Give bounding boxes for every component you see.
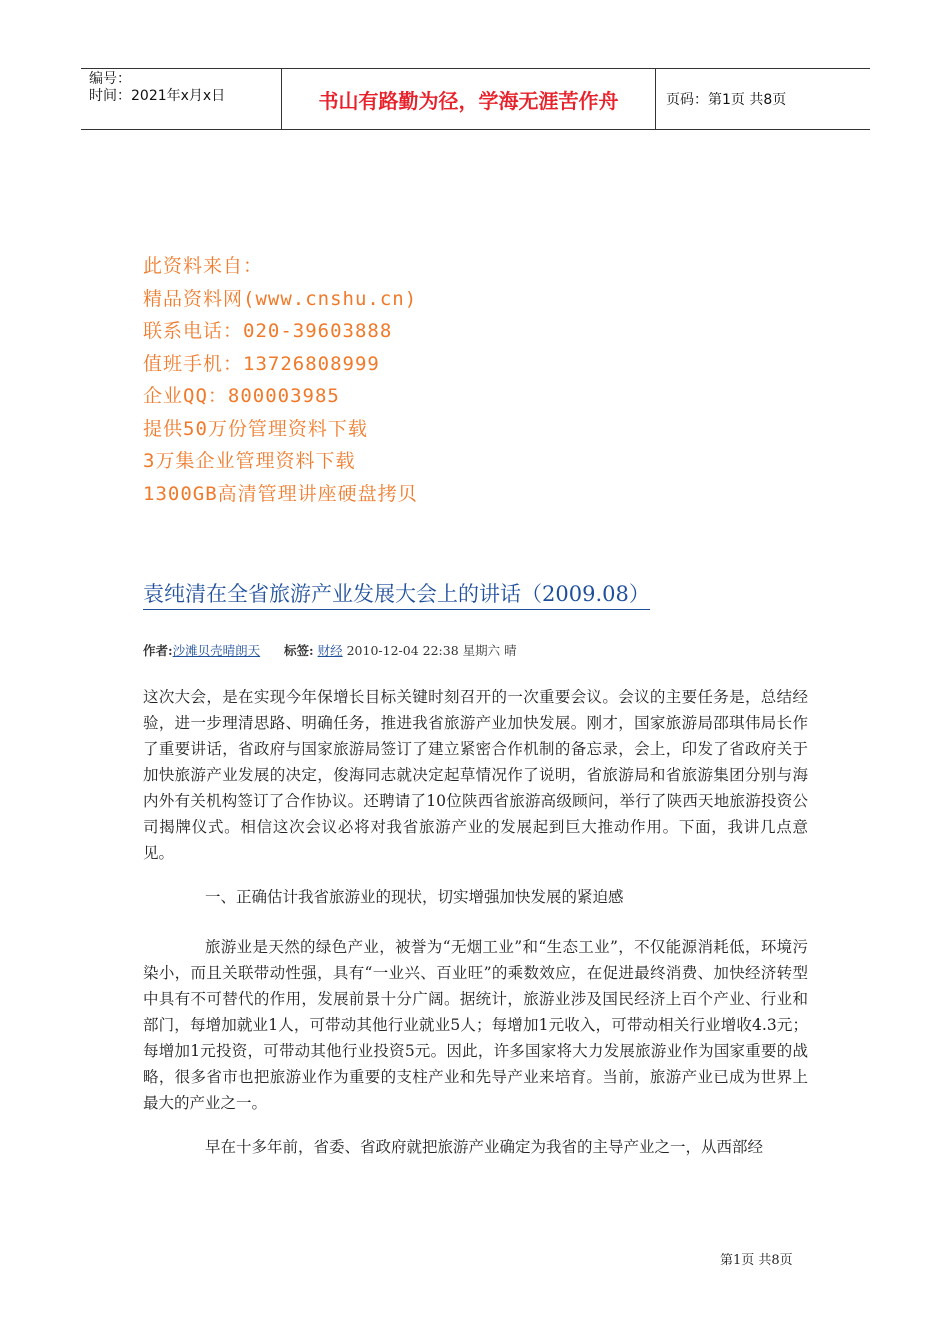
ad-line: 企业QQ：800003985 bbox=[143, 385, 340, 407]
body-paragraph: 早在十多年前，省委、省政府就把旅游产业确定为我省的主导产业之一，从西部经 bbox=[205, 1138, 764, 1156]
author-link[interactable]: 沙滩贝壳晴朗天 bbox=[172, 643, 261, 658]
ad-line: 1300GB高清管理讲座硬盘拷贝 bbox=[143, 482, 418, 505]
post-datetime: 2010-12-04 22:38 星期六 晴 bbox=[346, 643, 517, 658]
ad-line: 此资料来自： bbox=[143, 255, 264, 277]
section-heading: 一、正确估计我省旅游业的现状，切实增强加快发展的紧迫感 bbox=[205, 888, 624, 906]
article-meta bbox=[143, 641, 517, 659]
header-page-info: 页码：第1页 共8页 bbox=[666, 92, 787, 108]
tag-link[interactable]: 财经 bbox=[317, 643, 343, 658]
footer-page-info: 第1页 共8页 bbox=[720, 1253, 793, 1268]
document-number-label: 编号： bbox=[89, 71, 131, 87]
page-header bbox=[81, 68, 870, 130]
ad-line: 值班手机：13726808999 bbox=[143, 352, 380, 375]
article-title-link[interactable]: 袁纯清在全省旅游产业发展大会上的讲话（2009.08） bbox=[143, 578, 650, 610]
source-ad-block bbox=[143, 250, 418, 510]
header-motto: 书山有路勤为径，学海无涯苦作舟 bbox=[282, 69, 656, 129]
ad-line: 3万集企业管理资料下载 bbox=[143, 450, 356, 472]
ad-line: 精品资料网(www.cnshu.cn) bbox=[143, 287, 418, 310]
body-paragraph: 旅游业是天然的绿色产业，被誉为“无烟工业”和“生态工业”，不仅能源消耗低，环境污染小，而且关联带动性强，具有“一业兴、百业旺”的乘数效应，在促进最终消费、加快经济转型中具有不可替代的作用，发展前景十分广阔。据统计，旅游业涉及国民经济上百个产业、行业和部门，每增加就业1人，可带动其他行业就业5人；每增加1元收入，可带动相关行业增收4.3元；每增加1元投资，可带动其他行业投资5元。因此，许多国家将大力发展旅游业作为国家重要的战略，很多省市也把旅游业作为重要的支柱产业和先导产业来培育。当前，旅游产业已成为世界上最大的产业之一。 bbox=[143, 938, 808, 1112]
ad-line: 提供50万份管理资料下载 bbox=[143, 417, 368, 440]
body-paragraph: 这次大会，是在实现今年保增长目标关键时刻召开的一次重要会议。会议的主要任务是，总结经验，进一步理清思路、明确任务，推进我省旅游产业加快发展。刚才，国家旅游局邵琪伟局长作了重要讲话，省政府与国家旅游局签订了建立紧密合作机制的备忘录，会上，印发了省政府关于加快旅游产业发展的决定，俊海同志就决定起草情况作了说明，省旅游局和省旅游集团分别与海内外有关机构签订了合作协议。还聘请了10位陕西省旅游高级顾问，举行了陕西天地旅游投资公司揭牌仪式。相信这次会议必将对我省旅游产业的发展起到巨大推动作用。下面，我讲几点意见。 bbox=[143, 688, 808, 862]
header-info-cell bbox=[81, 69, 282, 129]
tag-label: 标签: bbox=[283, 643, 314, 658]
document-time-label: 时间：2021年x月x日 bbox=[89, 88, 226, 104]
ad-line: 联系电话：020-39603888 bbox=[143, 320, 393, 342]
author-label: 作者: bbox=[143, 643, 173, 658]
